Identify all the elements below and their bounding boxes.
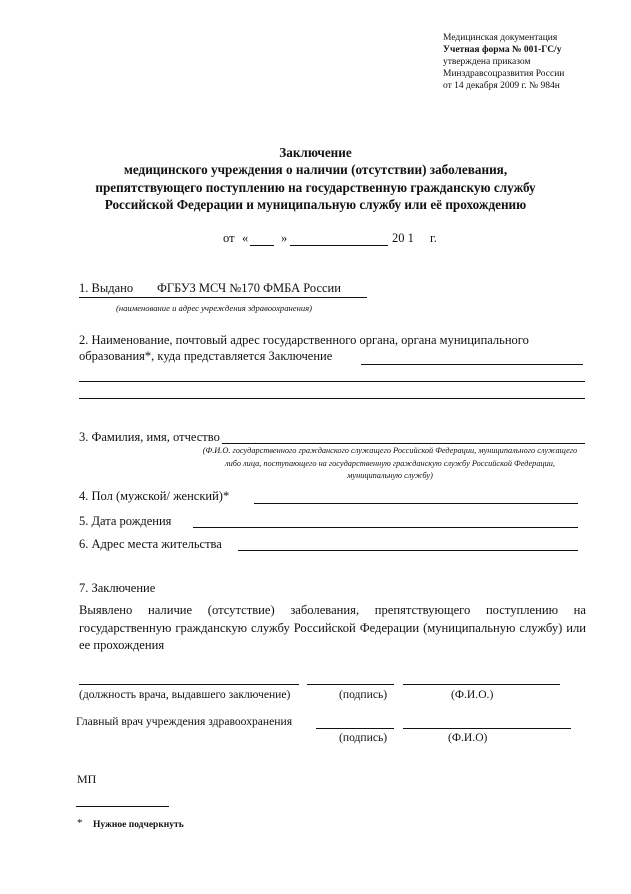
form-meta-line5: от 14 декабря 2009 г. № 984н [443, 81, 560, 91]
chief-fio-caption: (Ф.И.О) [448, 731, 488, 744]
form-meta-line4: Минздравсоцразвития России [443, 69, 565, 79]
item6-field[interactable] [238, 550, 578, 551]
form-meta-line2: Учетная форма № 001-ГС/у [443, 45, 562, 55]
item7-label: 7. Заключение [79, 581, 156, 595]
doctor-fio-caption: (Ф.И.О.) [451, 688, 494, 701]
footnote-text: Нужное подчеркнуть [93, 820, 184, 830]
date-year: 20 1 [392, 231, 414, 245]
date-suffix: г. [430, 231, 437, 245]
date-day-field[interactable] [250, 245, 274, 246]
item2-line1: 2. Наименование, почтовый адрес государственного органа, органа муниципального [79, 333, 529, 347]
item1-hint: (наименование и адрес учреждения здравоохранения) [116, 303, 313, 313]
footnote-marker: * [77, 817, 83, 829]
item2-field-3[interactable] [79, 398, 585, 399]
form-meta-line3: утверждена приказом [443, 57, 531, 67]
item6-label: 6. Адрес места жительства [79, 537, 222, 551]
doctor-position-caption: (должность врача, выдавшего заключение) [79, 688, 291, 701]
chief-signature-caption: (подпись) [339, 731, 388, 744]
item5-label: 5. Дата рождения [79, 514, 172, 528]
date-open-quote: « [242, 231, 249, 245]
date-month-field[interactable] [290, 245, 388, 246]
chief-signature-field[interactable] [316, 728, 394, 729]
title-line2: медицинского учреждения о наличии (отсутствии) заболевания, [123, 162, 508, 177]
title-line1: Заключение [279, 145, 352, 160]
stamp-label: МП [77, 772, 97, 786]
item1-value: ФГБУЗ МСЧ №170 ФМБА России [157, 281, 341, 295]
item1-label: 1. Выдано [79, 281, 134, 295]
title-line4: Российской Федерации и муниципальную службу или её прохождению [104, 197, 527, 212]
item3-label: 3. Фамилия, имя, отчество [79, 430, 220, 444]
doctor-signature-caption: (подпись) [339, 688, 388, 701]
item7-text: Выявлено наличие (отсутствие) заболевания, препятствующего поступлению на государственную гражданскую службу Российской Федерации (муниципальную службу) или ее прохождения [79, 603, 586, 652]
date-close-quote: » [281, 231, 288, 245]
doctor-position-field[interactable] [79, 684, 299, 685]
chief-fio-field[interactable] [403, 728, 571, 729]
doctor-signature-field[interactable] [307, 684, 394, 685]
item4-label: 4. Пол (мужской/ женский)* [79, 489, 230, 503]
title-line3: препятствующего поступлению на государственную гражданскую службу [95, 180, 536, 195]
item1-underline[interactable] [79, 297, 367, 298]
item2-field-1[interactable] [361, 364, 583, 365]
item5-field[interactable] [193, 527, 578, 528]
chief-doctor-label: Главный врач учреждения здравоохранения [76, 715, 293, 728]
footnote-separator [76, 806, 169, 807]
item2-field-2[interactable] [79, 381, 585, 382]
doctor-fio-field[interactable] [403, 684, 560, 685]
item3-field[interactable] [222, 443, 585, 444]
item4-field[interactable] [254, 503, 578, 504]
date-prefix: от [223, 231, 235, 245]
form-meta-line1: Медицинская документация [443, 33, 558, 43]
item3-hint: (Ф.И.О. государственного гражданского служащего Российской Федерации, муниципального служащего либо лица, поступающего на государственную гражданскую службу Российской Федерации, муниципальную службу) [202, 446, 578, 480]
item2-line2: образования*, куда представляется Заключение [79, 349, 333, 363]
